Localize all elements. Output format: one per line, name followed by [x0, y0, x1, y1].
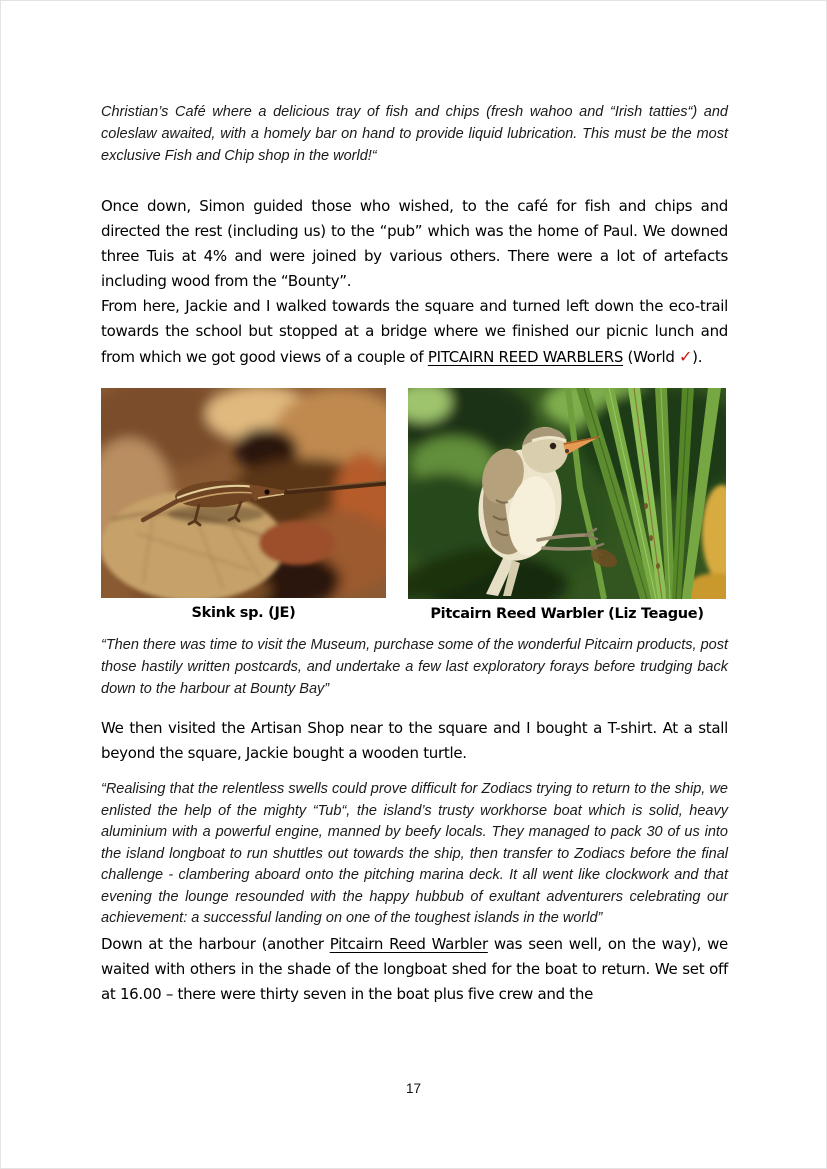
- quote-museum: “Then there was time to visit the Museum, purchase some of the wonderful Pitcairn products, post those hastily written postcards, and undertake a few last exploratory forays before trudging back down to the harbour at Bounty Bay”: [101, 637, 729, 697]
- species-pitcairn-reed-warblers: PITCAIRN REED WARBLERS: [427, 348, 624, 366]
- checkmark-icon: ✓: [679, 347, 693, 366]
- species-pitcairn-reed-warbler: Pitcairn Reed Warbler: [329, 934, 488, 953]
- figure-skink: [101, 388, 386, 622]
- paragraph-harbour: [101, 932, 728, 1007]
- paragraph-artisan: We then visited the Artisan Shop near to the square and I bought a T-shirt. At a stall beyond the square, Jackie bought a wooden turtle.: [101, 719, 728, 762]
- paragraph-harbour-tail: was seen well, on the way), we waited with others in the shade of the longboat shed for the boat to return. We set off at 16.00 – there were thirty seven in the boat plus five crew and the: [101, 934, 728, 1003]
- figure-warbler: [408, 388, 726, 622]
- page-number: 17: [405, 1081, 422, 1096]
- paragraph-pub: Once down, Simon guided those who wished, to the café for fish and chips and directed the rest (including us) to the “pub” which was the home of Paul. We downed three Tuis at 4% and were joined by various others. There were a lot of artefacts including wood from the “Bounty”.: [101, 197, 728, 290]
- photo-row: [101, 388, 728, 622]
- quote-tub: “Realising that the relentless swells could prove difficult for Zodiacs trying to return to the ship, we enlisted the help of the mighty “Tub“, the island’s trusty workhorse boat which is solid, heavy aluminium with a powerful engine, manned by beefy locals. They managed to pack 30 of us into the island longboat to run shuttles out towards the ship, then transfer to Zodiacs before the final challenge - clambering aboard onto the pitching marina deck. It all went like clockwork and that evening the lounge resounded with the happy hubbub of exultant adventurers celebrating our achievement: a successful landing on one of the toughest islands in the world”: [101, 781, 728, 926]
- skink-photo: [101, 388, 386, 598]
- paragraph-ecotrail-lead: From here, Jackie and I walked towards the square and turned left down the eco-trail towards the school but stopped at a bridge where we finished our picnic lunch and from which we got good views of a couple of: [101, 297, 728, 366]
- quote-cafe: Christian’s Café where a delicious tray of fish and chips (fresh wahoo and “Irish tatties“) and coleslaw awaited, with a homely bar on hand to provide liquid lubrication. This must be the most exclusive Fish and Chip shop in the world!“: [101, 104, 728, 164]
- paragraph-ecotrail-tail: ).: [692, 348, 703, 366]
- paragraph-harbour-lead: Down at the harbour (another: [101, 934, 330, 953]
- caption-skink: Skink sp. (JE): [191, 605, 296, 621]
- caption-warbler: Pitcairn Reed Warbler (Liz Teague): [430, 606, 704, 622]
- paragraph-ecotrail: [101, 294, 728, 370]
- warbler-photo: [408, 388, 726, 599]
- paragraph-ecotrail-mid: (World: [623, 348, 680, 366]
